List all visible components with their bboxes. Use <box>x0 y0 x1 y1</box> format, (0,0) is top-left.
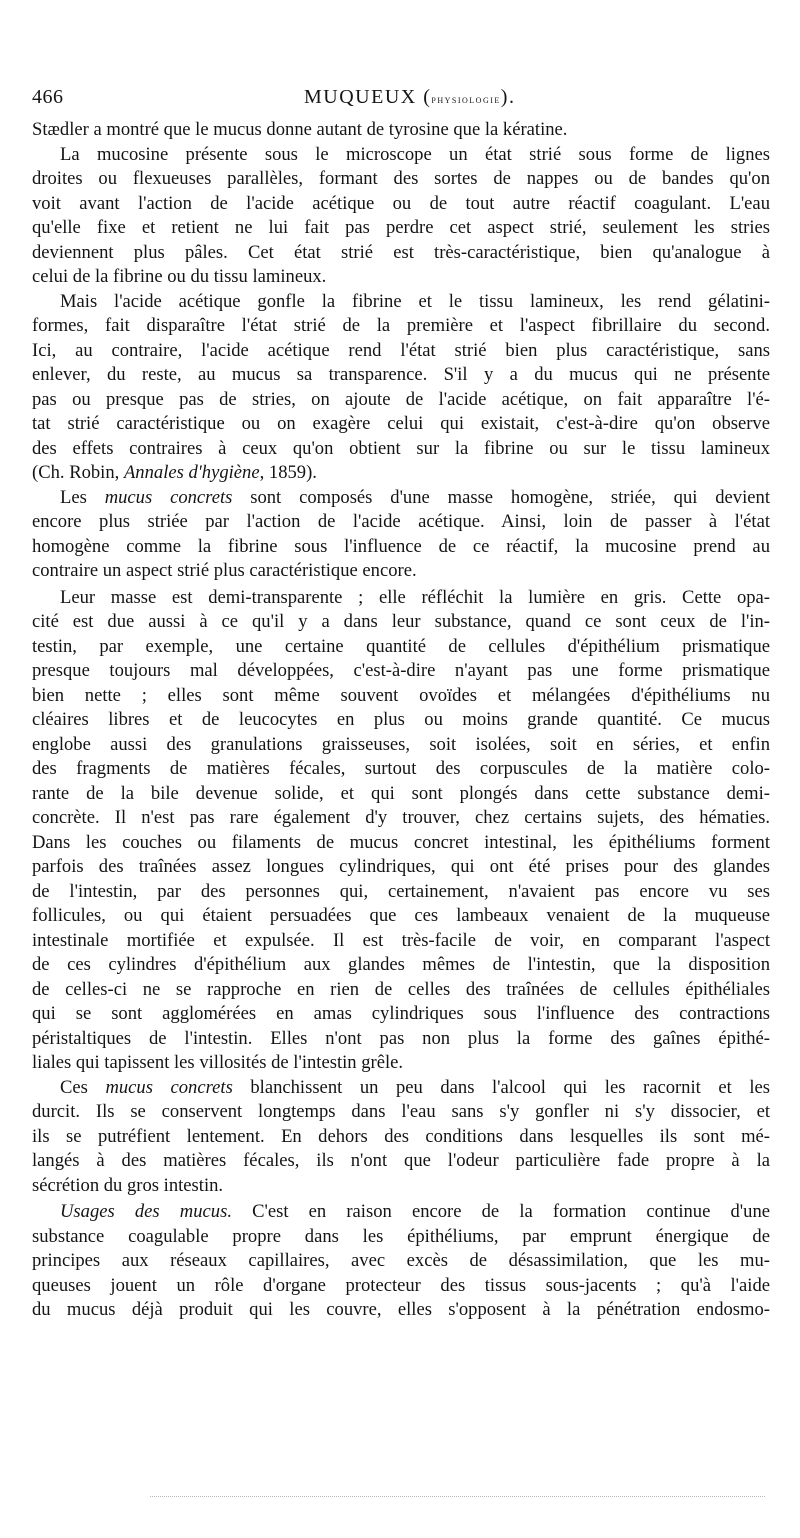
text-line: enlever, du reste, au mucus sa transparence. S'il y a du mucus qui ne présente <box>32 364 770 385</box>
text-line <box>32 1076 770 1101</box>
text-line: Leur masse est demi-transparente ; elle réfléchit la lumière en gris. Cette opa- <box>60 586 770 608</box>
text-line <box>32 486 770 511</box>
text-line: ils se putréfient lentement. En dehors des conditions dans lesquelles ils sont mé- <box>32 1125 770 1147</box>
text-line: englobe aussi des granulations graisseuses, soit isolées, soit en séries, et enfin <box>32 733 770 755</box>
text-line <box>32 461 770 486</box>
page-header <box>32 86 770 114</box>
running-title-end: ). <box>500 86 516 108</box>
running-title <box>304 86 515 109</box>
text-line: Stædler a montré que le mucus donne autant de tyrosine que la kératine. <box>32 119 568 140</box>
text-line: tat strié caractéristique ou on exagère celui qui existait, c'est-à-dire qu'on observe <box>32 413 770 434</box>
text-line: testin, par exemple, une certaine quantité de cellules d'épithélium prismatique <box>32 635 770 657</box>
text-line: deviennent plus pâles. Cet état strié est très-caractéristique, bien qu'analogue à <box>32 241 770 263</box>
footer-rule <box>150 1496 765 1497</box>
text-span: Les <box>60 486 105 508</box>
text-line: La mucosine présente sous le microscope un état strié sous forme de lignes <box>60 143 770 165</box>
text-line: celui de la fibrine ou du tissu lamineux. <box>32 266 327 287</box>
text-line: de l'intestin, par des personnes qui, certainement, n'avaient pas encore vu ses <box>32 880 770 902</box>
text-line: des fragments de matières fécales, surtout des corpuscules de la matière colo- <box>32 758 770 779</box>
text-span: Ces <box>60 1076 106 1098</box>
text-line: de ces cylindres d'épithélium aux glandes mêmes de l'intestin, que la disposition <box>32 954 770 975</box>
text-span: sont composés d'une masse homogène, striée, qui devient <box>232 486 770 508</box>
text-line: parfois des traînées assez longues cylindriques, qui ont été prises pour des glandes <box>32 856 770 877</box>
text-line: Mais l'acide acétique gonfle la fibrine et le tissu lamineux, les rend gélatini- <box>60 290 770 312</box>
text-line: pas ou presque pas de stries, on ajoute de l'acide acétique, on fait apparaître l'é- <box>32 388 770 410</box>
citation-title: Annales d'hygiène <box>123 462 260 483</box>
text-line: rante de la bile devenue solide, et qui sont plongés dans cette substance demi- <box>32 782 770 804</box>
text-span: (Ch. Robin, <box>32 462 124 483</box>
text-line: cité est due aussi à ce qu'il y a dans leur substance, quand ce sont ceux de l'in- <box>32 611 770 632</box>
text-line: des effets contraires à ceux qu'on obtient sur la fibrine ou sur le tissu lamineux <box>32 437 770 459</box>
text-line: substance coagulable propre dans les épithéliums, par emprunt énergique de <box>32 1225 770 1247</box>
running-title-main: MUQUEUX ( <box>304 86 432 108</box>
text-line: queuses jouent un rôle d'organe protecteur des tissus sous-jacents ; qu'à l'aide <box>32 1274 770 1296</box>
page-number: 466 <box>32 86 64 108</box>
text-line: droites ou flexueuses parallèles, formant des sortes de nappes ou de bandes qu'on <box>32 168 770 189</box>
text-line: qu'elle fixe et retient ne lui fait pas perdre cet aspect strié, seulement les stries <box>32 217 770 238</box>
text-line: presque toujours mal développées, c'est-à-dire n'ayant pas une forme prismatique <box>32 660 770 681</box>
text-line: Dans les couches ou filaments de mucus concret intestinal, les épithéliums forment <box>32 831 770 853</box>
text-line: formes, fait disparaître l'état strié de la première et l'aspect fibrillaire du second. <box>32 315 770 336</box>
running-title-subtitle: physiologie <box>431 92 501 106</box>
emphasis-term: mucus concrets <box>105 1076 233 1098</box>
text-line: principes aux réseaux capillaires, avec excès de désassimilation, que les mu- <box>32 1250 770 1271</box>
text-line: voit avant l'action de l'acide acétique ou de tout autre réactif coagulant. L'eau <box>32 192 770 214</box>
text-line: Ici, au contraire, l'acide acétique rend l'état strié bien plus caractéristique, sans <box>32 339 770 361</box>
text-span: blanchissent un peu dans l'alcool qui les racornit et les <box>232 1076 770 1098</box>
section-heading-inline: Usages des mucus. <box>60 1201 232 1222</box>
text-line: du mucus déjà produit qui les couvre, elles s'opposent à la pénétration endosmo- <box>32 1299 770 1320</box>
text-span: , 1859). <box>259 462 317 483</box>
text-line: contraire un aspect strié plus caractéristique encore. <box>32 560 417 581</box>
text-line: bien nette ; elles sont même souvent ovoïdes et mélangées d'épithéliums nu <box>32 684 770 706</box>
text-line: intestinale mortifiée et expulsée. Il est très-facile de voir, en comparant l'aspect <box>32 929 770 951</box>
text-line: cléaires libres et de leucocytes en plus ou moins grande quantité. Ce mucus <box>32 709 770 730</box>
text-line: liales qui tapissent les villosités de l'intestin grêle. <box>32 1052 404 1073</box>
text-line: sécrétion du gros intestin. <box>32 1174 224 1196</box>
text-line: concrète. Il n'est pas rare également d'y trouver, chez certains sujets, des hématies. <box>32 807 770 828</box>
text-line: qui se sont agglomérées en amas cylindriques sous l'influence des contractions <box>32 1003 770 1024</box>
emphasis-term: mucus concrets <box>104 486 233 508</box>
text-line: durcit. Ils se conservent longtemps dans l'eau sans s'y gonfler ni s'y dissocier, et <box>32 1101 770 1122</box>
text-line: péristaltiques de l'intestin. Elles n'ont pas non plus la forme des gaînes épithé- <box>32 1027 770 1049</box>
text-line: langés à des matières fécales, ils n'ont que l'odeur particulière fade propre à la <box>32 1150 770 1171</box>
text-line <box>32 1200 770 1225</box>
text-line: encore plus striée par l'action de l'acide acétique. Ainsi, loin de passer à l'état <box>32 511 770 532</box>
body-text <box>32 118 770 1323</box>
text-line: follicules, ou qui étaient persuadées que ces lambeaux venaient de la muqueuse <box>32 905 770 926</box>
text-line: de celles-ci ne se rapproche en rien de celles des traînées de cellules épithéliales <box>32 978 770 1000</box>
text-line: homogène comme la fibrine sous l'influence de ce réactif, la mucosine prend au <box>32 535 770 557</box>
text-span: C'est en raison encore de la formation continue d'une <box>231 1201 770 1222</box>
